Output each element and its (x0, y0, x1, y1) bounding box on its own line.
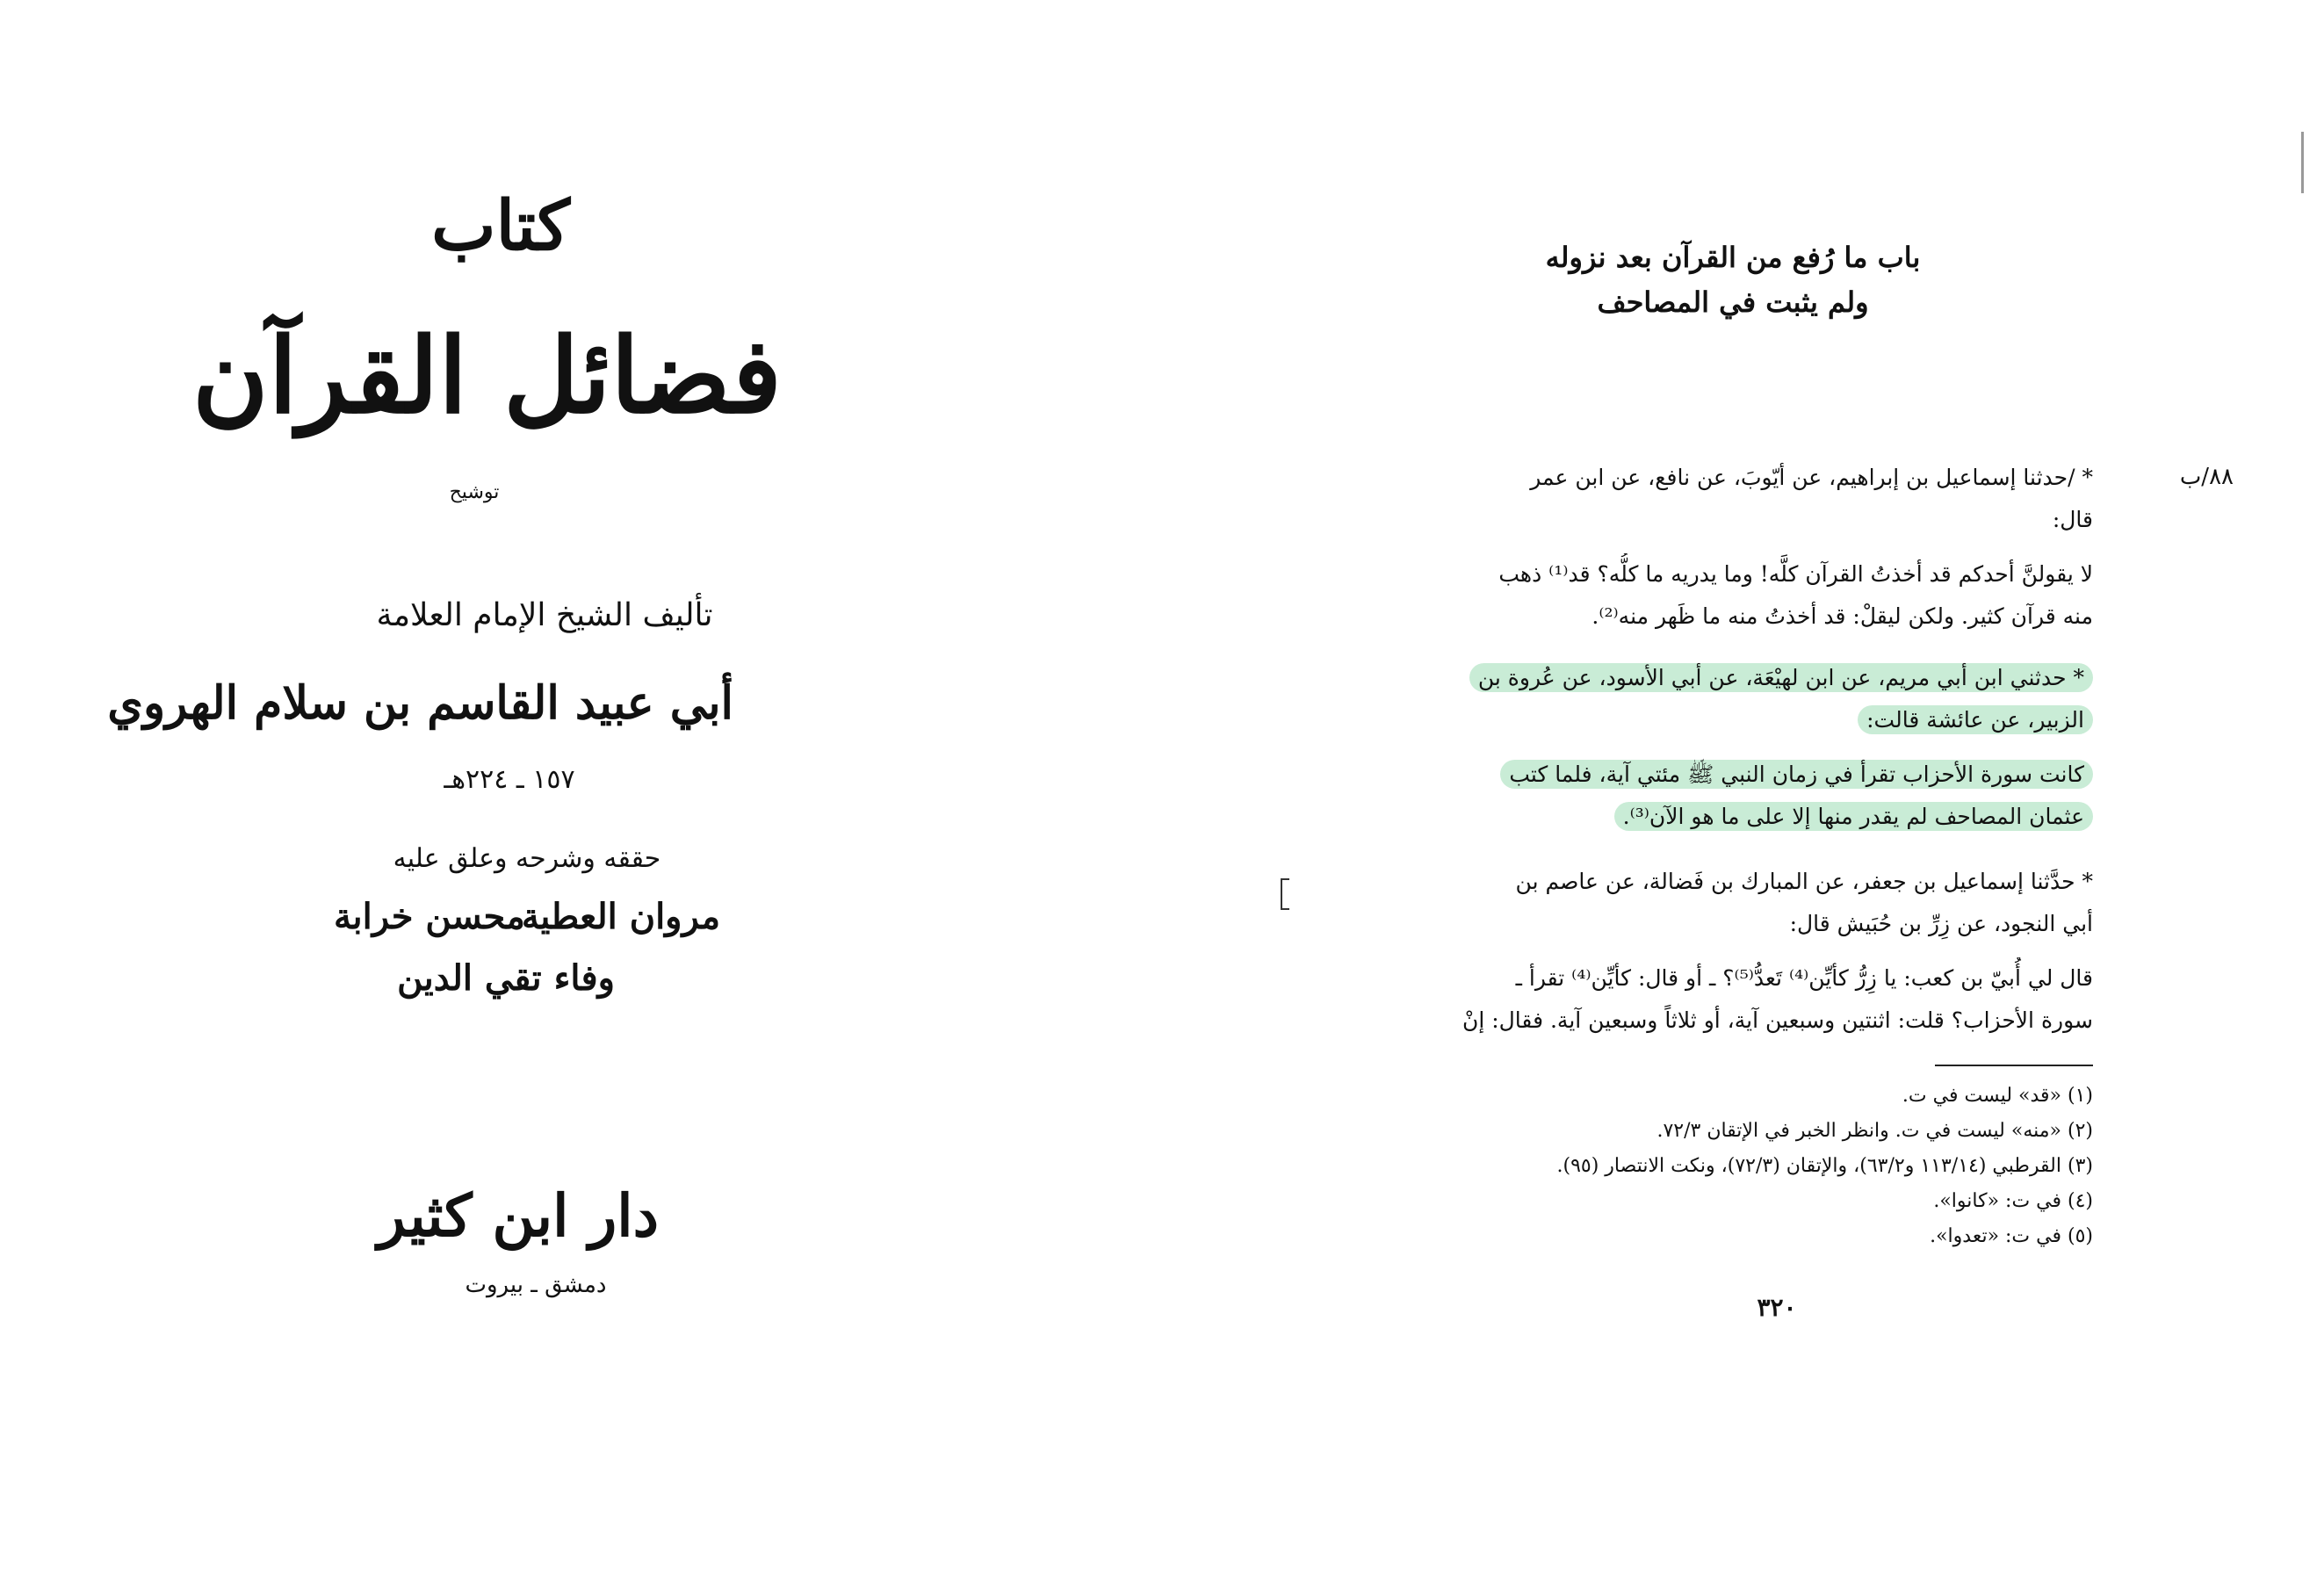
paragraph-6 (1425, 957, 2093, 1042)
paragraph-1 (1425, 457, 2093, 541)
editing-line: حققه وشرحه وعلق عليه (393, 843, 661, 874)
page-number: ٣٢٠ (1757, 1293, 1797, 1322)
paragraph-5 (1425, 861, 2093, 945)
paragraph-6-line-1: قال لي أُبيّ بن كعب: يا زِرُّ كأيِّن⁽⁴⁾ تَعدُّ⁽⁵⁾؟ ـ أو قال: كأيِّن⁽⁴⁾ تقرأ ـ (1515, 965, 2093, 991)
editor-1: مروان العطية (521, 896, 720, 937)
footnote-2: (٢) «منه» ليست في ت. وانظر الخبر في الإتقان ٧٢/٣. (1656, 1120, 2093, 1142)
publisher-city: دمشق ـ بيروت (465, 1272, 607, 1298)
author-dates: ١٥٧ ـ ٢٢٤هـ (444, 764, 575, 795)
footnote-1: (١) «قد» ليست في ت. (1902, 1085, 2093, 1107)
paragraph-5-line-2: أبي النجود، عن زِرِّ بن حُبَيش قال: (1789, 911, 2093, 936)
authorship-line: تأليف الشيخ الإمام العلامة (376, 597, 713, 633)
footnote-divider (1935, 1065, 2093, 1066)
footnote-5: (٥) في ت: «تعدوا». (1930, 1225, 2093, 1247)
title-kitab: كتاب (431, 186, 570, 266)
publisher-logo: دار ابن كثير (377, 1181, 659, 1250)
footnote-3: (٣) القرطبي (١١٣/١٤ و٦٣/٢)، والإتقان (٧٢/٣)، ونكت الانتصار (٩٥). (1556, 1155, 2093, 1177)
paragraph-3-highlighted (1425, 657, 2093, 741)
paragraph-4-line-1: كانت سورة الأحزاب تقرأ في زمان النبي ﷺ مئتي آية، فلما كتب (1500, 760, 2093, 789)
text-page (1162, 0, 2324, 1581)
paragraph-3-line-2: الزبير، عن عائشة قالت: (1858, 705, 2093, 734)
paragraph-4-highlighted (1425, 754, 2093, 838)
chapter-heading-line-2: ولم يثبت في المصاحف (1597, 285, 1869, 320)
manuscript-folio: ٨٨/ب (2179, 464, 2234, 490)
paragraph-3-line-1: * حدثني ابن أبي مريم، عن ابن لهيْعَة، عن أبي الأسود، عن عُروة بن (1469, 663, 2093, 692)
paragraph-6-line-2: سورة الأحزاب؟ قلت: اثنتين وسبعين آية، أو ثلاثاً وسبعين آية. فقال: إنْ (1462, 1007, 2093, 1033)
author-name: أبي عبيد القاسم بن سلام الهروي (107, 676, 733, 730)
paragraph-2-line-2: منه قرآن كثير. ولكن ليقلْ: قد أخذتُ منه ما ظَهر منه⁽²⁾. (1591, 603, 2093, 629)
editors-row (334, 896, 720, 949)
footnotes (1425, 1079, 2093, 1254)
paragraph-2-line-1: لا يقولنَّ أحدكم قد أخذتُ القرآن كلَّه! وما يدريه ما كلُّه؟ قد⁽¹⁾ ذهب (1498, 561, 2093, 587)
paragraph-4-line-2: عثمان المصاحف لم يقدر منها إلا على ما هو الآن⁽³⁾. (1614, 802, 2093, 831)
chapter-heading-line-1: باب ما رُفع من القرآن بعد نزوله (1545, 241, 1921, 274)
footnote-4: (٤) في ت: «كانوا». (1933, 1190, 2093, 1212)
editor-2: محسن خرابة (334, 896, 525, 937)
book-title: فضائل القرآن (192, 314, 782, 437)
title-tawsheeq: توشيح (449, 481, 500, 503)
paragraph-1-line-2: قال: (2052, 507, 2093, 532)
chapter-heading (1461, 235, 2005, 325)
editor-3: وفاء تقي الدين (397, 957, 615, 999)
paragraph-1-line-1: * /حدثنا إسماعيل بن إبراهيم، عن أيّوبَ، عن نافع، عن ابن عمر (1530, 465, 2093, 490)
paragraph-5-line-1: * حدَّثنا إسماعيل بن جعفر، عن المبارك بن فَضالة، عن عاصم بن (1515, 869, 2093, 894)
paragraph-2 (1425, 553, 2093, 638)
